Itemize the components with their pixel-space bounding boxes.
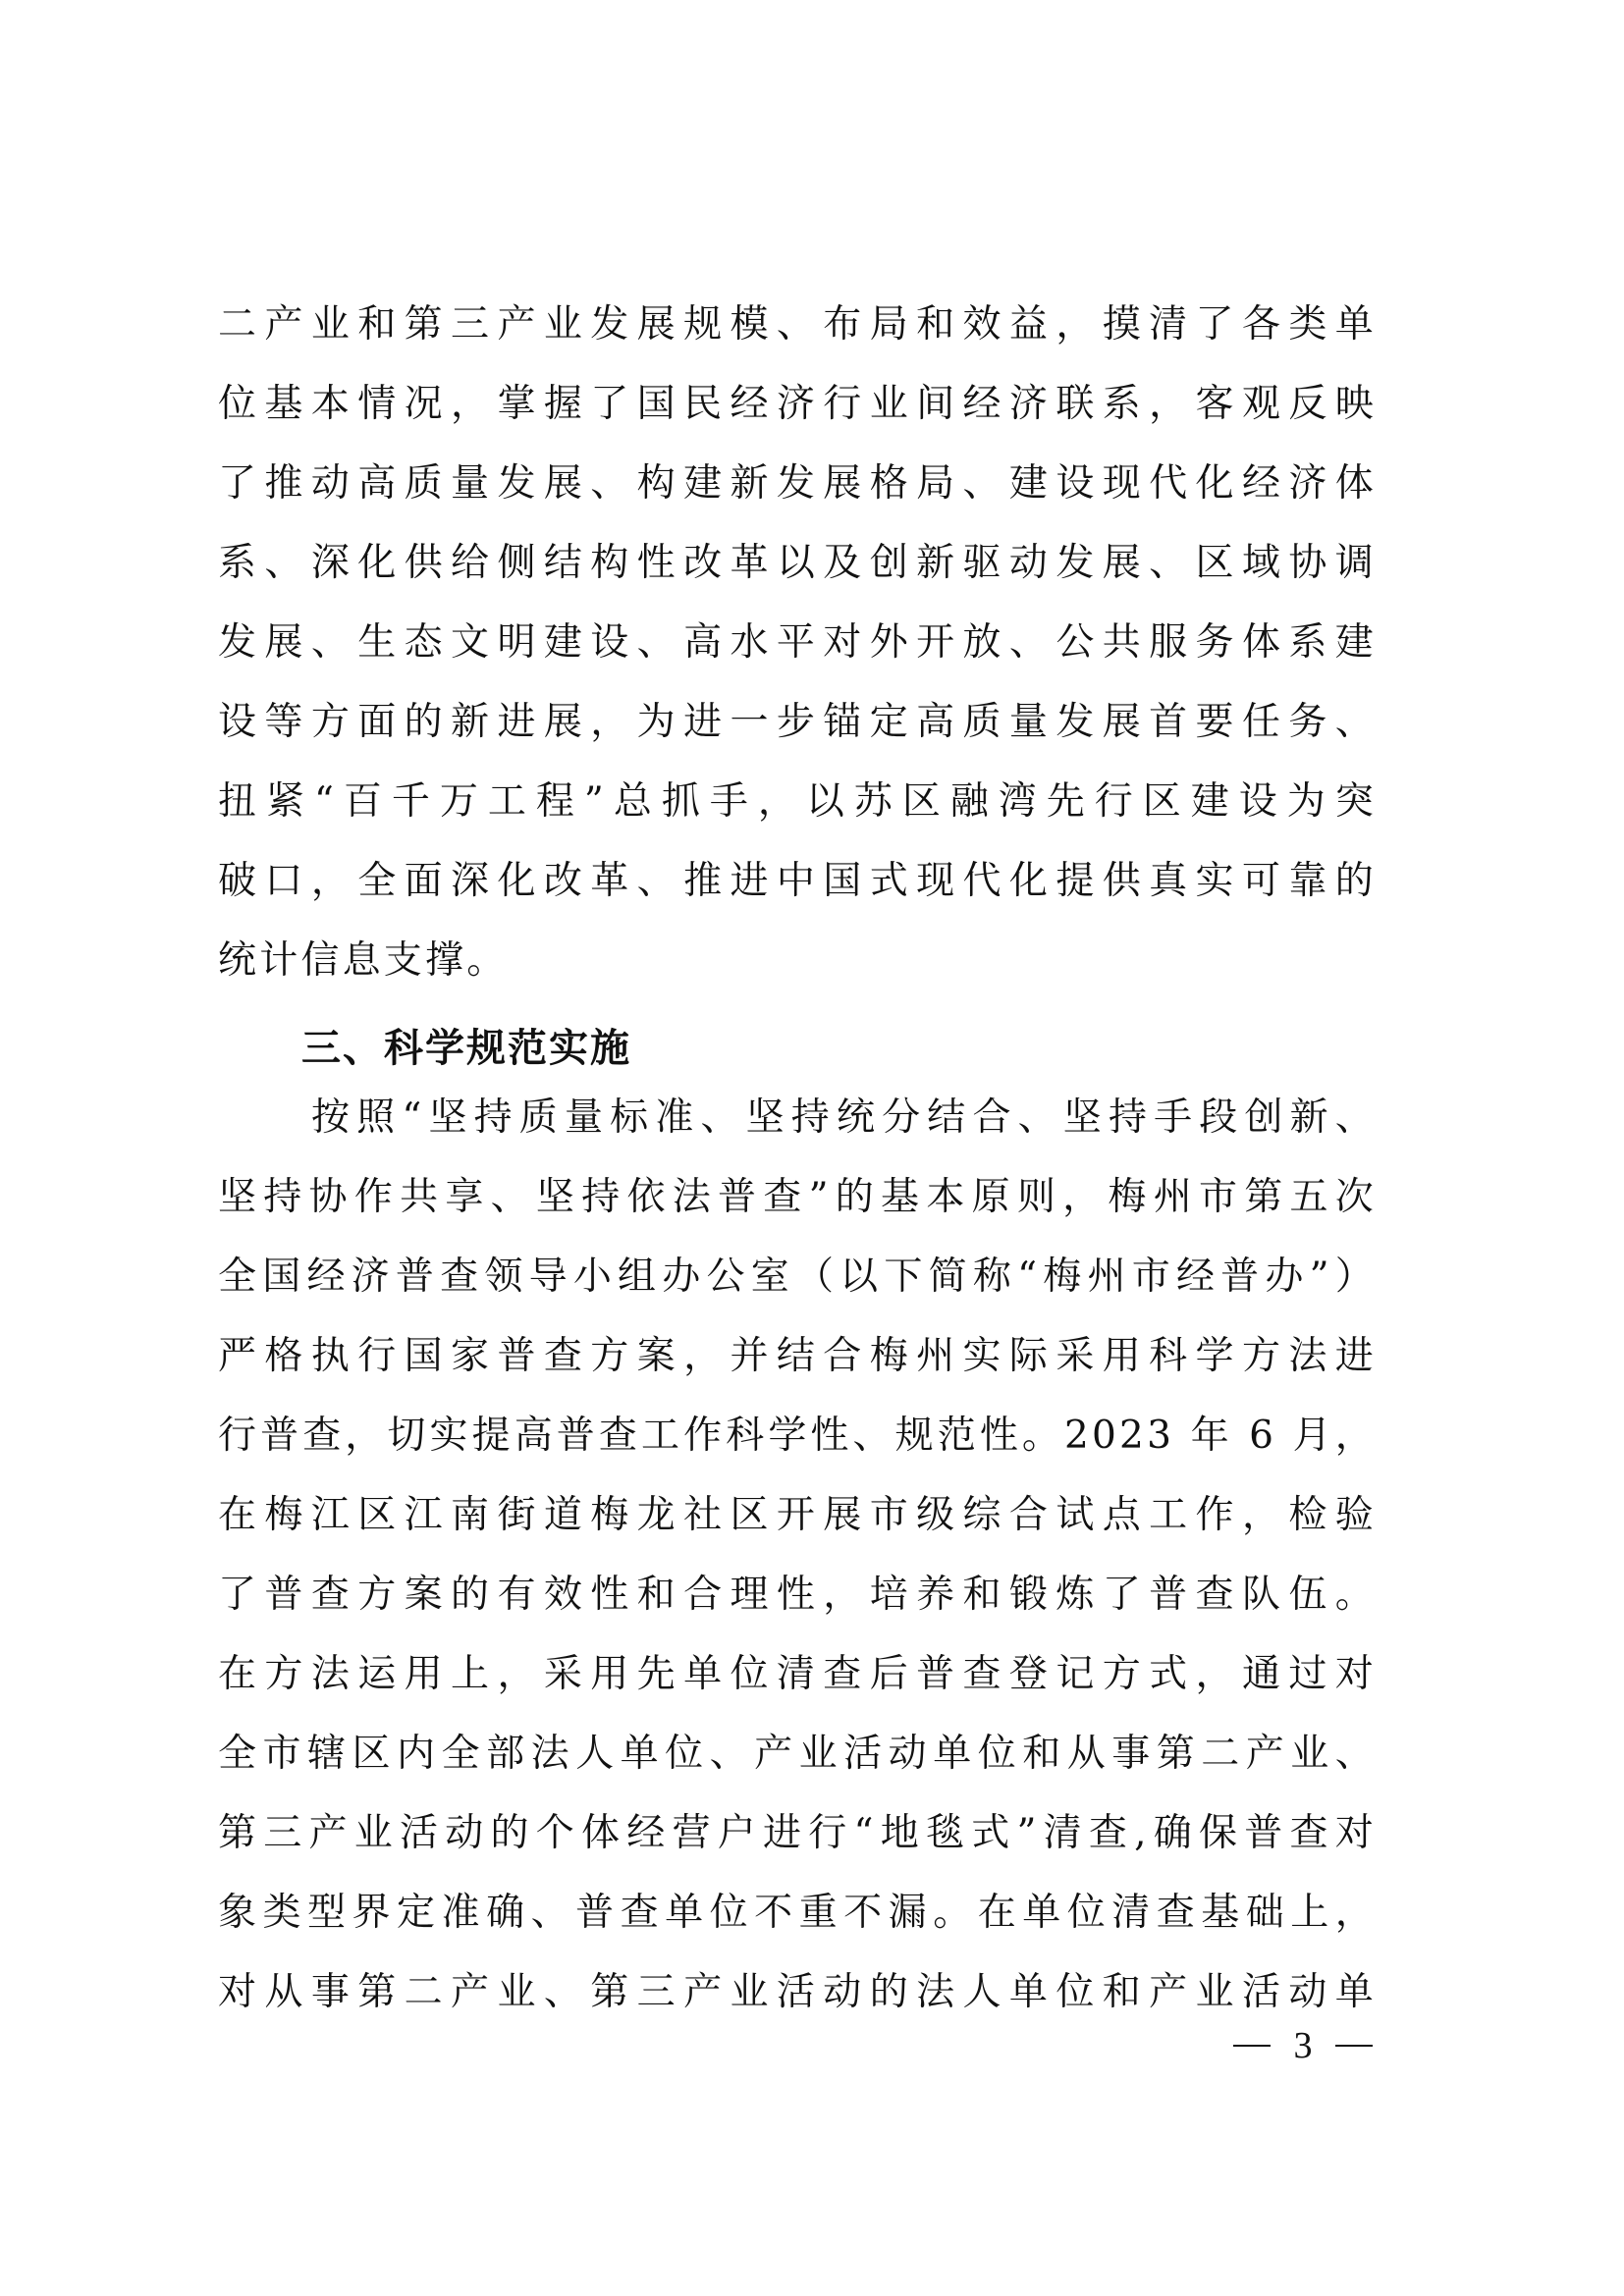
paragraph-line: 坚持协作共享、坚持依法普查”的基本原则，梅州市第五次 [218, 1175, 1377, 1219]
paragraph-line: 发展、生态文明建设、高水平对外开放、公共服务体系建 [218, 620, 1377, 665]
paragraph-line: 行普查，切实提高普查工作科学性、规范性。2023 年 6 月， [218, 1414, 1377, 1458]
paragraph-line: 破口，全面深化改革、推进中国式现代化提供真实可靠的 [218, 859, 1377, 903]
paragraph-line: 第三产业活动的个体经营户进行“地毯式”清查,确保普查对 [218, 1811, 1377, 1855]
paragraph-line: 象类型界定准确、普查单位不重不漏。在单位清查基础上， [218, 1891, 1377, 1935]
section-paragraph [218, 1078, 1377, 2032]
paragraph-line: 了普查方案的有效性和合理性，培养和锻炼了普查队伍。 [218, 1573, 1377, 1617]
paragraph-line: 设等方面的新进展，为进一步锚定高质量发展首要任务、 [218, 700, 1377, 744]
paragraph-line: 二产业和第三产业发展规模、布局和效益，摸清了各类单 [218, 302, 1377, 347]
paragraph-line: 扭紧“百千万工程”总抓手，以苏区融湾先行区建设为突 [218, 779, 1377, 824]
paragraph-line: 统计信息支撑。 [218, 938, 509, 983]
paragraph-line: 全市辖区内全部法人单位、产业活动单位和从事第二产业、 [218, 1732, 1377, 1776]
paragraph-line: 在方法运用上，采用先单位清查后普查登记方式，通过对 [218, 1652, 1377, 1696]
page-number-value: 3 [1293, 2025, 1313, 2066]
paragraph-line: 位基本情况，掌握了国民经济行业间经济联系，客观反映 [218, 382, 1377, 426]
continuation-paragraph [218, 285, 1377, 1000]
right-dash [1335, 2045, 1373, 2047]
paragraph-line: 系、深化供给侧结构性改革以及创新驱动发展、区域协调 [218, 541, 1377, 585]
paragraph-line: 全国经济普查领导小组办公室（以下简称“梅州市经普办”） [218, 1255, 1377, 1299]
paragraph-line: 对从事第二产业、第三产业活动的法人单位和产业活动单 [218, 1970, 1377, 2014]
left-dash [1233, 2045, 1271, 2047]
paragraph-line: 按照“坚持质量标准、坚持统分结合、坚持手段创新、 [311, 1095, 1377, 1140]
page-number [1233, 2022, 1373, 2069]
section-heading: 三、科学规范实施 [301, 1026, 631, 1071]
paragraph-line: 严格执行国家普查方案，并结合梅州实际采用科学方法进 [218, 1334, 1377, 1378]
paragraph-line: 在梅江区江南街道梅龙社区开展市级综合试点工作，检验 [218, 1493, 1377, 1537]
paragraph-line: 了推动高质量发展、构建新发展格局、建设现代化经济体 [218, 461, 1377, 506]
